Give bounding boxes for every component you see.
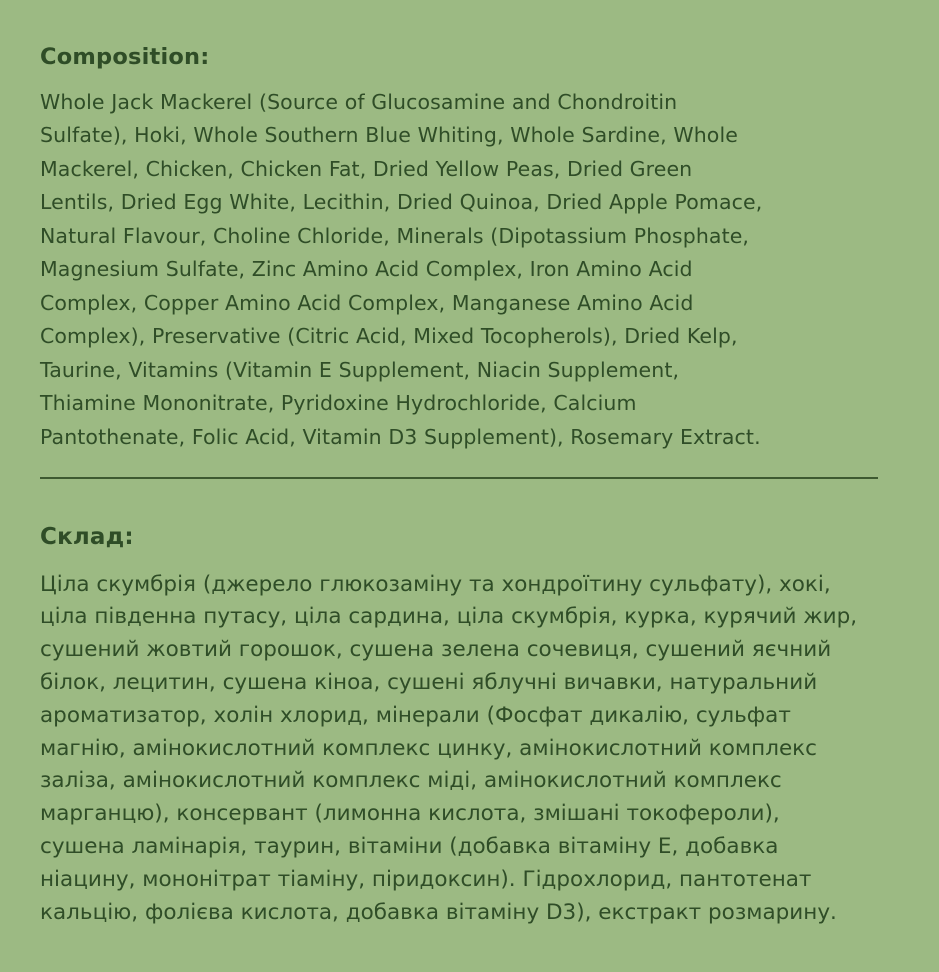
text-line: Taurine, Vitamins (Vitamin E Supplement, Niacin Supplement, bbox=[40, 357, 680, 382]
text-line: Pantothenate, Folic Acid, Vitamin D3 Supplement), Rosemary Extract. bbox=[40, 424, 761, 449]
sklad-heading: Склад: bbox=[40, 524, 134, 551]
text-line: Sulfate), Hoki, Whole Southern Blue Whiting, Whole Sardine, Whole bbox=[40, 123, 738, 148]
composition-ingredients-text bbox=[40, 86, 909, 455]
text-line: марганцю), консервант (лимонна кислота, змішані токофероли), bbox=[40, 801, 780, 827]
text-line: Magnesium Sulfate, Zinc Amino Acid Complex, Iron Amino Acid bbox=[40, 257, 693, 282]
text-line: сушена ламінарія, таурин, вітаміни (добавка вітаміну Е, добавка bbox=[40, 833, 779, 859]
text-line: Mackerel, Chicken, Chicken Fat, Dried Yellow Peas, Dried Green bbox=[40, 156, 693, 181]
text-line: Complex, Copper Amino Acid Complex, Manganese Amino Acid bbox=[40, 290, 694, 315]
text-line: білок, лецитин, сушена кіноа, сушені яблучні вичавки, натуральний bbox=[40, 669, 818, 695]
text-line: ціла південна путасу, ціла сардина, ціла скумбрія, курка, курячий жир, bbox=[40, 604, 858, 630]
sklad-ingredients-text bbox=[40, 569, 909, 930]
text-line: Thiamine Mononitrate, Pyridoxine Hydrochloride, Calcium bbox=[40, 391, 637, 416]
text-line: заліза, амінокислотний комплекс міді, амінокислотний комплекс bbox=[40, 768, 782, 794]
text-line: ніацину, мононітрат тіаміну, піридоксин). Гідрохлорид, пантотенат bbox=[40, 866, 812, 892]
text-line: Lentils, Dried Egg White, Lecithin, Dried Quinoa, Dried Apple Pomace, bbox=[40, 190, 763, 215]
text-line: Natural Flavour, Choline Chloride, Minerals (Dipotassium Phosphate, bbox=[40, 223, 750, 248]
text-line: Ціла скумбрія (джерело глюкозаміну та хондроїтину сульфату), хокі, bbox=[40, 571, 831, 597]
section-divider bbox=[40, 477, 878, 479]
text-line: сушений жовтий горошок, сушена зелена сочевиця, сушений яєчний bbox=[40, 637, 832, 663]
text-line: кальцію, фолієва кислота, добавка вітаміну D3), екстракт розмарину. bbox=[40, 899, 837, 925]
text-line: Whole Jack Mackerel (Source of Glucosamine and Chondroitin bbox=[40, 89, 678, 114]
text-line: ароматизатор, холін хлорид, мінерали (Фосфат дикалію, сульфат bbox=[40, 702, 791, 728]
composition-heading: Composition: bbox=[40, 44, 210, 70]
text-line: магнію, амінокислотний комплекс цинку, амінокислотний комплекс bbox=[40, 735, 817, 761]
text-line: Complex), Preservative (Citric Acid, Mixed Tocopherols), Dried Kelp, bbox=[40, 324, 738, 349]
